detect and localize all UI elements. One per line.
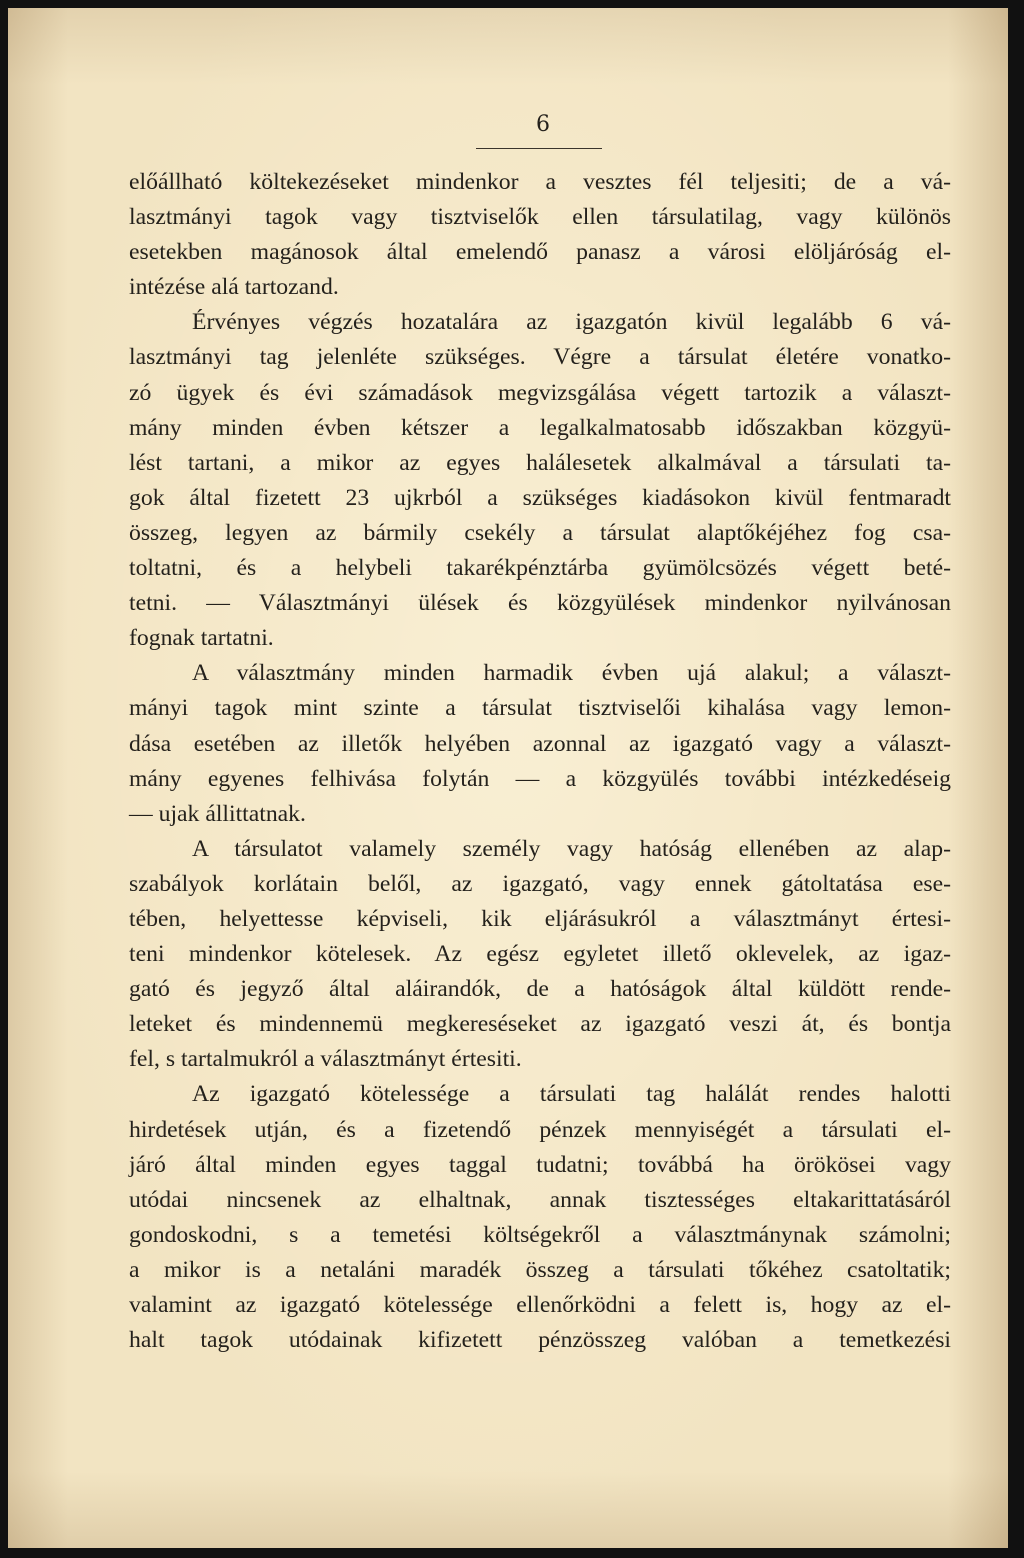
text-line: esetekben magánosok által emelendő panasz a városi elöljáróság el- [129, 239, 951, 266]
text-line: tetni. — Választmányi ülések és közgyülések mindenkor nyilvánosan [129, 590, 951, 617]
text-line: tében, helyettesse képviseli, kik eljárásukról a választmányt értesi- [129, 905, 951, 932]
text-line: gató és jegyző által aláirandók, de a hatóságok által küldött rende- [129, 976, 951, 1003]
header-rule [476, 148, 602, 149]
text-line: összeg, legyen az bármily csekély a társulat alaptőkéjéhez fog csa- [129, 519, 951, 546]
text-line: intézése alá tartozand. [129, 274, 339, 301]
text-line: toltatni, és a helybeli takarékpénztárba gyümölcsözés végett beté- [129, 555, 951, 582]
text-line: gok által fizetett 23 ujkrból a szükséges kiadásokon kivül fentmaradt [129, 484, 951, 511]
text-line: A választmány minden harmadik évben ujá alakul; a választ- [192, 660, 951, 687]
text-line: a mikor is a netaláni maradék összeg a társulati tőkéhez csatoltatik; [129, 1256, 951, 1283]
text-line: utódai nincsenek az elhaltnak, annak tisztességes eltakarittatásáról [129, 1186, 951, 1213]
text-line: lést tartani, a mikor az egyes halálesetek alkalmával a társulati ta- [129, 449, 951, 476]
text-line: zó ügyek és évi számadások megvizsgálása végett tartozik a választ- [129, 379, 951, 406]
text-line: lasztmányi tag jelenléte szükséges. Végre a társulat életére vonatko- [129, 344, 951, 371]
text-line: mányi tagok mint szinte a társulat tisztviselői kihalása vagy lemon- [129, 695, 951, 722]
text-line: A társulatot valamely személy vagy hatóság ellenében az alap- [192, 835, 951, 862]
text-line: leteket és mindennemü megkereséseket az igazgató veszi át, és bontja [129, 1011, 951, 1038]
text-line: szabályok korlátain belől, az igazgató, vagy ennek gátoltatása ese- [129, 870, 951, 897]
text-line: mány minden évben kétszer a legalkalmatosabb időszakban közgyü- [129, 414, 951, 441]
text-line: gondoskodni, s a temetési költségekről a választmánynak számolni; [129, 1221, 951, 1248]
text-line: mány egyenes felhivása folytán — a közgyülés további intézkedéseig [129, 765, 951, 792]
text-line: járó által minden egyes taggal tudatni; továbbá ha örökösei vagy [129, 1151, 951, 1178]
text-line: halt tagok utódainak kifizetett pénzösszeg valóban a temetkezési [129, 1327, 951, 1354]
text-line: Érvényes végzés hozatalára az igazgatón kivül legalább 6 vá- [192, 309, 951, 336]
text-line: Az igazgató kötelessége a társulati tag halálát rendes halotti [192, 1081, 951, 1108]
text-line: hirdetések utján, és a fizetendő pénzek mennyiségét a társulati el- [129, 1116, 951, 1143]
text-line: teni mindenkor kötelesek. Az egész egyletet illető oklevelek, az igaz- [129, 941, 951, 968]
text-line: valamint az igazgató kötelessége ellenőrködni a felett is, hogy az el- [129, 1292, 951, 1318]
text-line: — ujak állittatnak. [129, 800, 306, 827]
body-text [129, 165, 951, 1358]
text-line: előállható költekezéseket mindenkor a vesztes fél teljesiti; de a vá- [129, 169, 951, 195]
text-line: dása esetében az illetők helyében azonnal az igazgató vagy a választ- [129, 730, 951, 757]
text-line: fognak tartatni. [129, 625, 274, 652]
text-line: fel, s tartalmukról a választmányt értesiti. [129, 1046, 522, 1073]
page-number: 6 [536, 112, 550, 137]
text-line: lasztmányi tagok vagy tisztviselők ellen társulatilag, vagy különös [129, 204, 951, 231]
